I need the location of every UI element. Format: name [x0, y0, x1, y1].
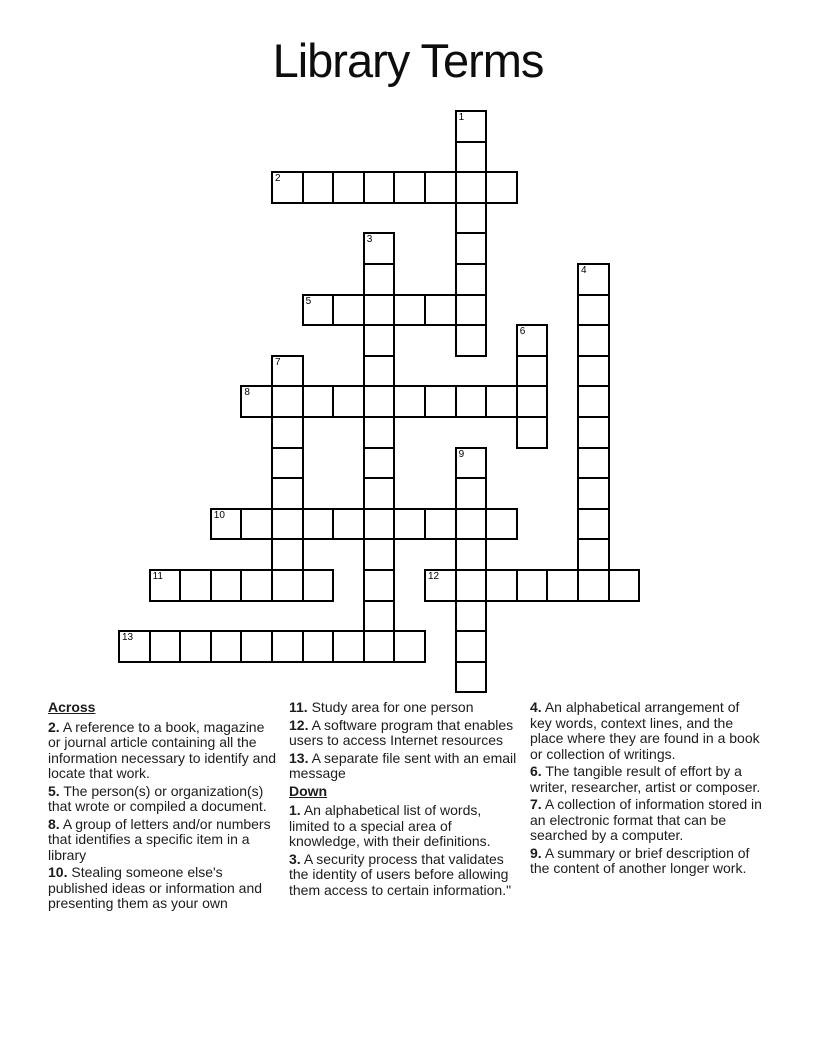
grid-cell[interactable] [240, 508, 273, 541]
grid-cell[interactable] [577, 294, 610, 327]
clue-text: Study area for one person [311, 699, 474, 715]
grid-cell[interactable] [363, 294, 396, 327]
grid-cell[interactable] [393, 385, 426, 418]
grid-cell[interactable] [302, 569, 335, 602]
grid-cell[interactable] [271, 569, 304, 602]
grid-cell[interactable] [455, 294, 488, 327]
grid-cell[interactable] [240, 385, 273, 418]
grid-cell[interactable] [455, 538, 488, 571]
cell-number: 5 [305, 295, 312, 307]
clue-text: An alphabetical arrangement of key words, context lines, and the place where they are found in a book or collection of writings. [530, 699, 760, 762]
grid-cell[interactable] [363, 569, 396, 602]
clue-text: Stealing someone else's published ideas or information and presenting them as your own [48, 864, 263, 911]
cell-number: 13 [122, 632, 134, 644]
clue-number: 13. [289, 749, 309, 766]
grid-cell[interactable] [455, 477, 488, 510]
grid-cell[interactable] [455, 141, 488, 174]
grid-cell[interactable] [271, 477, 304, 510]
grid-cell[interactable] [577, 324, 610, 357]
page-title: Library Terms [272, 34, 544, 87]
clue-2 [48, 720, 280, 782]
clue-text: A summary or brief description of the content of another longer work. [530, 844, 750, 876]
grid-cell[interactable] [577, 355, 610, 388]
clue-text: A separate file sent with an email message [289, 749, 517, 781]
grid-cell[interactable] [485, 569, 518, 602]
grid-cell[interactable] [149, 569, 182, 602]
crossword-grid [118, 110, 641, 694]
clue-6 [530, 764, 762, 795]
grid-cell[interactable] [455, 202, 488, 235]
grid-cell[interactable] [455, 171, 488, 204]
grid-cell[interactable] [179, 569, 212, 602]
grid-cell[interactable] [302, 171, 335, 204]
cell-number: 11 [152, 571, 163, 582]
across-header: Across [48, 699, 96, 715]
grid-cell[interactable] [577, 477, 610, 510]
grid-cell[interactable] [577, 569, 610, 602]
grid-cell[interactable] [302, 508, 335, 541]
grid-cell[interactable] [455, 385, 488, 418]
cell-number: 9 [458, 448, 465, 460]
grid-cell[interactable] [393, 508, 426, 541]
clue-text: An alphabetical list of words, limited to a special area of knowledge, with their definitions. [289, 802, 491, 849]
clue-11 [289, 700, 521, 716]
grid-cell[interactable] [210, 630, 243, 663]
grid-cell[interactable] [393, 171, 426, 204]
cell-number: 7 [275, 356, 281, 368]
cell-number: 10 [213, 509, 225, 521]
clue-number: 11. [289, 699, 308, 715]
grid-cell[interactable] [393, 630, 426, 663]
clue-number: 7. [530, 796, 542, 812]
grid-cell[interactable] [332, 385, 365, 418]
grid-cell[interactable] [363, 630, 396, 663]
grid-cell[interactable] [424, 294, 457, 327]
clue-text: The tangible result of effort by a writer, researcher, artist or composer. [530, 763, 761, 795]
clue-4 [530, 700, 762, 762]
grid-cell[interactable] [271, 416, 304, 449]
clue-12 [289, 718, 521, 749]
clue-7 [530, 797, 762, 844]
clue-10 [48, 865, 280, 912]
grid-cell[interactable] [455, 110, 488, 143]
clue-column-3 [530, 700, 762, 914]
down-header: Down [289, 782, 328, 799]
clue-number: 10. [48, 864, 68, 880]
clue-number: 12. [289, 716, 309, 733]
grid-cell[interactable] [424, 171, 457, 204]
grid-cell[interactable] [424, 508, 457, 541]
grid-cell[interactable] [577, 538, 610, 571]
grid-cell[interactable] [455, 324, 488, 357]
cell-number: 4 [581, 265, 587, 276]
grid-cell[interactable] [363, 447, 396, 480]
clue-text: A group of letters and/or numbers that identifies a specific item in a library [48, 815, 271, 863]
grid-cell[interactable] [363, 324, 396, 357]
grid-cell[interactable] [363, 385, 396, 418]
grid-cell[interactable] [332, 630, 365, 663]
grid-cell[interactable] [332, 171, 365, 204]
clue-number: 1. [289, 802, 301, 818]
grid-cell[interactable] [424, 385, 457, 418]
grid-cell[interactable] [363, 508, 396, 541]
clue-8 [48, 817, 280, 864]
clue-column-2 [289, 700, 521, 914]
grid-cell[interactable] [577, 263, 610, 296]
grid-cell[interactable] [363, 416, 396, 449]
cell-number: 1 [458, 112, 465, 123]
grid-cell[interactable] [516, 569, 549, 602]
grid-cell[interactable] [149, 630, 182, 663]
grid-cell[interactable] [455, 508, 488, 541]
grid-cell[interactable] [516, 385, 549, 418]
grid-cell[interactable] [485, 171, 518, 204]
clue-number: 4. [530, 699, 542, 715]
grid-cell[interactable] [363, 355, 396, 388]
grid-cell[interactable] [455, 232, 488, 265]
grid-cell[interactable] [577, 447, 610, 480]
grid-cell[interactable] [485, 385, 518, 418]
grid-cell[interactable] [577, 416, 610, 449]
grid-cell[interactable] [363, 600, 396, 633]
grid-cell[interactable] [546, 569, 579, 602]
grid-cell[interactable] [271, 538, 304, 571]
grid-cell[interactable] [271, 171, 304, 204]
clue-number: 5. [48, 782, 60, 799]
grid-cell[interactable] [577, 508, 610, 541]
cell-number: 6 [519, 326, 526, 338]
grid-cell[interactable] [179, 630, 212, 663]
clue-number: 2. [48, 718, 60, 735]
grid-cell[interactable] [271, 355, 304, 388]
grid-cell[interactable] [240, 630, 273, 663]
clue-number: 8. [48, 815, 60, 832]
grid-cell[interactable] [363, 538, 396, 571]
grid-cell[interactable] [332, 294, 365, 327]
clue-section [48, 700, 762, 914]
clue-13 [289, 751, 521, 782]
grid-cell[interactable] [363, 477, 396, 510]
clue-text: A software program that enables users to access Internet resources [289, 716, 514, 748]
clue-number: 3. [289, 850, 301, 867]
grid-cell[interactable] [363, 263, 396, 296]
clue-text: The person(s) or organization(s) that wrote or compiled a document. [48, 782, 267, 814]
grid-cell[interactable] [302, 294, 335, 327]
grid-cell[interactable] [424, 569, 457, 602]
grid-cell[interactable] [455, 661, 488, 694]
grid-cell[interactable] [332, 508, 365, 541]
grid-cell[interactable] [455, 263, 488, 296]
grid-cell[interactable] [118, 630, 151, 663]
grid-cell[interactable] [302, 385, 335, 418]
grid-cell[interactable] [485, 508, 518, 541]
cell-number: 12 [428, 571, 440, 582]
grid-cell[interactable] [455, 569, 488, 602]
grid-cell[interactable] [516, 324, 549, 357]
clue-number: 9. [530, 844, 542, 861]
grid-cell[interactable] [393, 294, 426, 327]
grid-cell[interactable] [271, 508, 304, 541]
clue-number: 6. [530, 763, 542, 779]
grid-cell[interactable] [210, 569, 243, 602]
grid-cell[interactable] [363, 171, 396, 204]
cell-number: 2 [275, 173, 281, 185]
grid-cell[interactable] [608, 569, 641, 602]
clue-5 [48, 784, 280, 815]
cell-number: 8 [244, 387, 250, 399]
grid-cell[interactable] [516, 416, 549, 449]
grid-cell[interactable] [210, 508, 243, 541]
grid-cell[interactable] [271, 447, 304, 480]
clue-text: A security process that validates the identity of users before allowing them access to certain information." [289, 850, 512, 898]
cell-number: 3 [366, 234, 373, 246]
grid-cell[interactable] [455, 600, 488, 633]
grid-cell[interactable] [271, 630, 304, 663]
clue-3 [289, 852, 521, 899]
clue-9 [530, 846, 762, 877]
grid-cell[interactable] [516, 355, 549, 388]
grid-cell[interactable] [577, 385, 610, 418]
grid-cell[interactable] [455, 630, 488, 663]
clue-column-1 [48, 700, 280, 914]
clue-text: A collection of information stored in an electronic format that can be searched by a computer. [530, 796, 762, 843]
grid-cell[interactable] [363, 232, 396, 265]
grid-cell[interactable] [302, 630, 335, 663]
grid-cell[interactable] [240, 569, 273, 602]
clue-1 [289, 803, 521, 850]
grid-cell[interactable] [455, 447, 488, 480]
grid-cell[interactable] [271, 385, 304, 418]
clue-text: A reference to a book, magazine or journal article containing all the information necessary to identify and locate that work. [48, 718, 277, 781]
